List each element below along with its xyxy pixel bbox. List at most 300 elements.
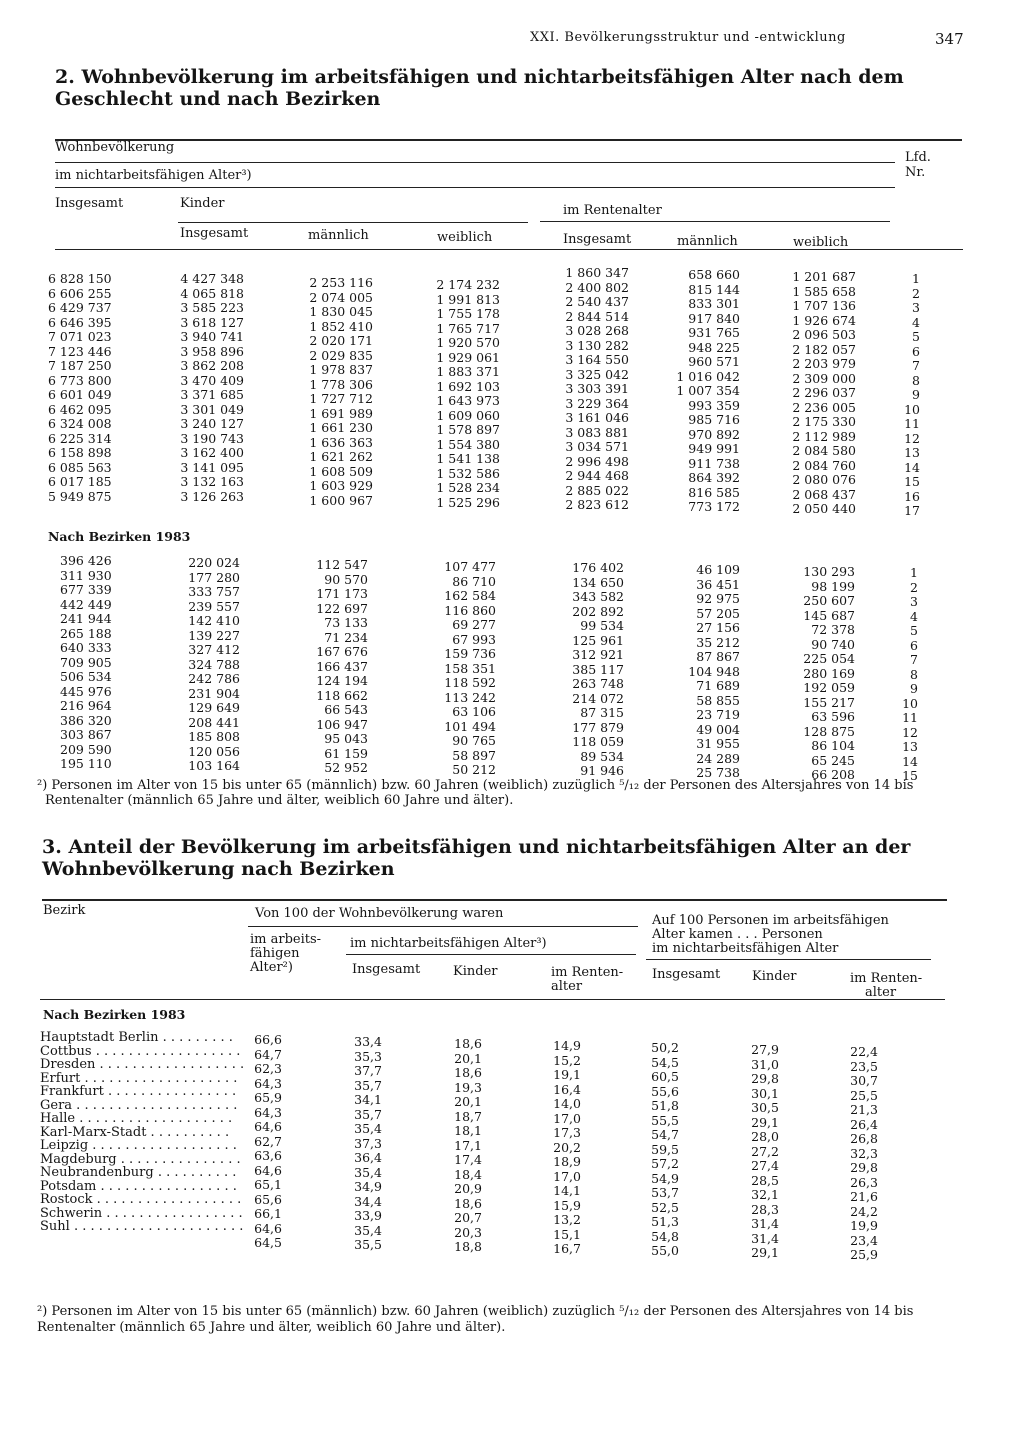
t3-auf-rente-cell: 21,3: [850, 1102, 878, 1117]
t2-rente-insgesamt-cell: 2 844 514: [565, 308, 629, 324]
t2b-rente-maennlich-cell: 71 689: [696, 678, 740, 693]
t2-lfd-cell: 14: [904, 459, 920, 475]
t2b-kinder-maennlich-cell: 124 194: [316, 673, 368, 688]
t3-auf-rente-cell: 29,8: [850, 1160, 878, 1175]
t2-rente-maennlich-cell: 985 716: [688, 412, 740, 427]
t2-insgesamt-cell: 6 429 737: [48, 300, 112, 315]
col-t2b-rente-insgesamt: [556, 561, 624, 779]
t3-district-cell: Dresden . . . . . . . . . . . . . . . . . .: [40, 1057, 245, 1072]
table2-head-nr: Nr.: [905, 165, 926, 180]
t3-auf-rente-cell: 30,7: [850, 1073, 878, 1088]
t3-nicht-rente-cell: 14,1: [553, 1183, 581, 1198]
table3-rule: [646, 959, 931, 960]
table2-title: 2. Wohnbevölkerung im arbeitsfähigen und nichtarbeitsfähigen Alter nach dem Geschlecht und nach Bezirken: [55, 66, 904, 110]
t2b-kinder-insgesamt-cell: 129 649: [188, 700, 240, 715]
t3-nicht-kinder-cell: 18,8: [454, 1239, 482, 1254]
t3-auf-insgesamt-cell: 52,5: [651, 1199, 679, 1215]
table3-head-auf100-1: Auf 100 Personen im arbeitsfähigen: [652, 913, 889, 928]
t2b-kinder-maennlich-cell: 122 697: [316, 600, 368, 616]
t2-kinder-insgesamt-cell: 4 065 818: [180, 285, 244, 301]
t2b-kinder-weiblich-cell: 63 106: [452, 704, 496, 719]
t3-auf-kinder-cell: 29,1: [751, 1114, 779, 1130]
t3-auf-rente-cell: 21,6: [850, 1189, 878, 1204]
t2-rente-maennlich-cell: 864 392: [688, 470, 740, 485]
t2-kinder-maennlich-cell: 1 830 045: [309, 304, 373, 319]
t3-auf-insgesamt-cell: 54,7: [651, 1127, 679, 1142]
t2-rente-weiblich-cell: 2 084 580: [792, 443, 856, 458]
t2b-lfd-cell: 14: [902, 753, 918, 769]
t2b-rente-insgesamt-cell: 343 582: [572, 589, 624, 604]
t2b-kinder-weiblich-cell: 116 860: [444, 602, 496, 618]
t2b-kinder-insgesamt-cell: 139 227: [188, 627, 240, 643]
t2-rente-weiblich-cell: 2 080 076: [792, 472, 856, 487]
t3-nicht-kinder-cell: 20,9: [454, 1181, 482, 1196]
t2b-rente-weiblich-cell: 66 208: [811, 767, 855, 782]
t2-kinder-insgesamt-cell: 3 126 263: [180, 488, 244, 504]
t2b-kinder-weiblich-cell: 113 242: [444, 689, 496, 705]
t2-rente-weiblich-cell: 2 112 989: [792, 428, 856, 444]
t2b-insgesamt-cell: 709 905: [60, 654, 112, 670]
t2-insgesamt-cell: 6 158 898: [48, 445, 112, 460]
t3-auf-insgesamt-cell: 57,2: [651, 1156, 679, 1171]
col-t2b-kinder-weiblich: [430, 560, 496, 778]
t2-kinder-insgesamt-cell: 3 132 163: [180, 474, 244, 489]
col-t3-district: [40, 1031, 244, 1234]
t3-auf-insgesamt-cell: 51,8: [651, 1098, 679, 1113]
t3-arbeitsf-cell: 64,5: [254, 1235, 282, 1250]
t3-nicht-kinder-cell: 17,4: [454, 1152, 482, 1167]
t2b-lfd-cell: 8: [910, 666, 918, 682]
table3-head-arbeitsf-1: im arbeits-: [250, 932, 322, 947]
table3-footnote-line1: ²) Personen im Alter von 15 bis unter 65 (männlich) bzw. 60 Jahren (weiblich) zuzüglich ⁵/₁₂ der Personen des Altersjahres von 14 bis: [37, 1304, 914, 1319]
t3-auf-rente-cell: 32,3: [850, 1145, 878, 1161]
table2-head-kinder-weiblich: weiblich: [437, 230, 493, 245]
table2-head-kinder: Kinder: [180, 196, 225, 211]
col-t2-kinder-insgesamt: [170, 272, 244, 504]
t2b-rente-maennlich-cell: 31 955: [696, 736, 740, 751]
t3-auf-insgesamt-cell: 51,3: [651, 1214, 679, 1229]
t2b-kinder-maennlich-cell: 95 043: [324, 731, 368, 746]
t3-auf-insgesamt-cell: 55,5: [651, 1112, 679, 1128]
t2b-rente-maennlich-cell: 46 109: [696, 562, 740, 577]
t3-nicht-rente-cell: 18,9: [553, 1154, 581, 1169]
col-t2b-kinder-maennlich: [300, 558, 368, 776]
t2b-rente-insgesamt-cell: 176 402: [572, 560, 624, 575]
col-t3-nicht-rente: [543, 1039, 581, 1257]
t2-rente-maennlich-cell: 949 991: [688, 441, 740, 456]
t3-district-cell: Rostock . . . . . . . . . . . . . . . . . .: [40, 1192, 242, 1207]
t2-rente-insgesamt-cell: 3 130 282: [565, 337, 629, 353]
t2-rente-insgesamt-cell: 2 540 437: [565, 294, 629, 309]
t2-kinder-insgesamt-cell: 3 162 400: [180, 445, 244, 460]
t2b-insgesamt-cell: 442 449: [60, 596, 112, 612]
t2-lfd-cell: 13: [904, 445, 920, 460]
t3-district-cell: Neubrandenburg . . . . . . . . . .: [40, 1165, 237, 1180]
t3-nicht-kinder-cell: 20,3: [454, 1224, 482, 1240]
t3-auf-kinder-cell: 28,0: [751, 1129, 779, 1144]
t2b-kinder-weiblich-cell: 101 494: [444, 718, 496, 734]
t3-nicht-rente-cell: 15,2: [553, 1052, 581, 1068]
t2b-rente-maennlich-cell: 87 867: [696, 649, 740, 664]
t2b-rente-insgesamt-cell: 99 534: [580, 618, 624, 633]
col-t2-insgesamt: [48, 272, 112, 504]
t3-auf-kinder-cell: 27,4: [751, 1158, 779, 1173]
table3-head-auf100-2: Alter kamen . . . Personen: [652, 927, 823, 942]
t2-rente-weiblich-cell: 2 175 330: [792, 414, 856, 429]
t2-kinder-weiblich-cell: 1 920 570: [436, 335, 500, 350]
col-t2b-lfd: [880, 566, 918, 784]
col-t2-rente-maennlich: [664, 268, 740, 515]
t2-rente-weiblich-cell: 2 084 760: [792, 457, 856, 473]
t2-rente-insgesamt-cell: 3 164 550: [565, 352, 629, 367]
t2b-rente-maennlich-cell: 27 156: [696, 620, 740, 635]
t2b-lfd-cell: 1: [910, 565, 918, 580]
t2b-rente-insgesamt-cell: 125 961: [572, 632, 624, 648]
col-t2b-rente-maennlich: [668, 563, 740, 781]
t2b-rente-weiblich-cell: 130 293: [803, 564, 855, 579]
t3-nicht-kinder-cell: 18,7: [454, 1108, 482, 1124]
t2-insgesamt-cell: 6 773 800: [48, 372, 112, 388]
t3-auf-kinder-cell: 32,1: [751, 1187, 779, 1202]
col-t3-arbeitsf: [246, 1033, 282, 1251]
t3-auf-rente-cell: 26,8: [850, 1131, 878, 1146]
t2-rente-insgesamt-cell: 2 400 802: [565, 279, 629, 295]
t3-nicht-insgesamt-cell: 34,1: [354, 1092, 382, 1107]
col-t2-rente-insgesamt: [556, 266, 629, 513]
t2b-rente-insgesamt-cell: 177 879: [572, 719, 624, 735]
t2-lfd-cell: 5: [912, 329, 920, 344]
t2-rente-insgesamt-cell: 3 028 268: [565, 323, 629, 338]
table2-head-rente-maennlich: männlich: [677, 234, 738, 249]
t2b-kinder-maennlich-cell: 106 947: [316, 716, 368, 732]
t2b-kinder-weiblich-cell: 86 710: [452, 573, 496, 589]
t2b-kinder-insgesamt-cell: 239 557: [188, 598, 240, 614]
t2-kinder-insgesamt-cell: 3 470 409: [180, 372, 244, 388]
t3-arbeitsf-cell: 65,6: [254, 1191, 282, 1207]
col-t3-nicht-insgesamt: [345, 1035, 382, 1253]
t3-auf-rente-cell: 23,4: [850, 1232, 878, 1248]
t2-insgesamt-cell: 6 828 150: [48, 271, 112, 286]
t2-kinder-maennlich-cell: 2 029 835: [309, 347, 373, 363]
t2-rente-maennlich-cell: 833 301: [688, 296, 740, 311]
t3-district-cell: Karl-Marx-Stadt . . . . . . . . . .: [40, 1124, 230, 1140]
t2b-insgesamt-cell: 209 590: [60, 741, 112, 757]
t2b-lfd-cell: 12: [902, 724, 918, 740]
t2-rente-maennlich-cell: 658 660: [688, 267, 740, 282]
t2-rente-weiblich-cell: 2 096 503: [792, 327, 856, 342]
t3-nicht-rente-cell: 15,9: [553, 1197, 581, 1213]
t2-insgesamt-cell: 7 187 250: [48, 358, 112, 373]
t2b-lfd-cell: 11: [902, 710, 918, 725]
t2b-lfd-cell: 7: [910, 652, 918, 667]
t2-insgesamt-cell: 6 462 095: [48, 401, 112, 417]
table2-head-kinder-insgesamt: Insgesamt: [180, 226, 249, 241]
t3-auf-insgesamt-cell: 54,9: [651, 1170, 679, 1186]
t3-auf-rente-cell: 19,9: [850, 1218, 878, 1233]
t2-rente-insgesamt-cell: 3 229 364: [565, 395, 629, 411]
t2-lfd-cell: 7: [912, 358, 920, 373]
t3-auf-insgesamt-cell: 55,6: [651, 1083, 679, 1099]
t2b-kinder-maennlich-cell: 52 952: [324, 760, 368, 775]
t2-rente-weiblich-cell: 1 201 687: [792, 269, 856, 284]
t2b-kinder-maennlich-cell: 66 543: [324, 702, 368, 717]
table3-head-bezirk: Bezirk: [43, 903, 86, 918]
col-t3-auf-kinder: [740, 1043, 779, 1261]
table3-head-von100: Von 100 der Wohnbevölkerung waren: [255, 906, 504, 921]
t3-nicht-insgesamt-cell: 37,7: [354, 1063, 382, 1078]
t3-auf-insgesamt-cell: 50,2: [651, 1040, 679, 1055]
t3-auf-kinder-cell: 28,3: [751, 1201, 779, 1217]
t2b-kinder-maennlich-cell: 71 234: [324, 629, 368, 645]
table3-head-r-kinder: Kinder: [752, 969, 797, 984]
t2b-kinder-insgesamt-cell: 185 808: [188, 729, 240, 744]
t2-rente-insgesamt-cell: 3 161 046: [565, 410, 629, 425]
t3-auf-kinder-cell: 29,8: [751, 1071, 779, 1086]
t2-rente-maennlich-cell: 773 172: [688, 499, 740, 514]
t2b-kinder-weiblich-cell: 158 351: [444, 660, 496, 676]
t2b-lfd-cell: 15: [902, 768, 918, 783]
col-t2b-insgesamt: [60, 554, 112, 772]
t2-rente-weiblich-cell: 1 926 674: [792, 312, 856, 328]
t2b-rente-weiblich-cell: 225 054: [803, 651, 855, 666]
table3-top-rule: [42, 899, 947, 901]
t2-kinder-maennlich-cell: 1 621 262: [309, 449, 373, 464]
t3-auf-rente-cell: 26,4: [850, 1116, 878, 1132]
t3-auf-insgesamt-cell: 55,0: [651, 1243, 679, 1258]
t2b-rente-weiblich-cell: 192 059: [803, 680, 855, 695]
t2b-insgesamt-cell: 216 964: [60, 698, 112, 713]
t2-kinder-maennlich-cell: 1 661 230: [309, 420, 373, 435]
t3-nicht-insgesamt-cell: 35,3: [354, 1048, 382, 1064]
page-number: 347: [935, 30, 964, 48]
col-t2-kinder-weiblich: [430, 278, 500, 510]
t3-arbeitsf-cell: 64,6: [254, 1220, 282, 1236]
table3-head-bottom-rule: [40, 999, 945, 1000]
t3-nicht-rente-cell: 20,2: [553, 1139, 581, 1155]
t2-kinder-weiblich-cell: 1 991 813: [436, 291, 500, 307]
t2b-rente-maennlich-cell: 24 289: [696, 750, 740, 766]
t2-kinder-insgesamt-cell: 3 141 095: [180, 459, 244, 475]
t2-insgesamt-cell: 6 225 314: [48, 430, 112, 446]
t2b-kinder-maennlich-cell: 171 173: [316, 586, 368, 601]
t2b-kinder-insgesamt-cell: 324 788: [188, 656, 240, 672]
t2b-rente-weiblich-cell: 90 740: [811, 636, 855, 652]
t2-lfd-cell: 8: [912, 372, 920, 388]
t2-kinder-insgesamt-cell: 3 240 127: [180, 416, 244, 431]
t3-district-cell: Potsdam . . . . . . . . . . . . . . . . .: [40, 1178, 237, 1194]
t2-rente-maennlich-cell: 911 738: [688, 455, 740, 471]
t2-insgesamt-cell: 6 601 049: [48, 387, 112, 402]
table3-head-insgesamt: Insgesamt: [352, 962, 421, 977]
t2-rente-insgesamt-cell: 2 885 022: [565, 482, 629, 498]
t2b-rente-maennlich-cell: 58 855: [696, 692, 740, 708]
t2b-rente-insgesamt-cell: 87 315: [580, 705, 624, 720]
t2-rente-weiblich-cell: 2 203 979: [792, 356, 856, 371]
t3-nicht-kinder-cell: 20,7: [454, 1210, 482, 1225]
table2-head-nichtarbeitsf: im nichtarbeitsfähigen Alter³): [55, 168, 252, 183]
t2-kinder-weiblich-cell: 1 692 103: [436, 378, 500, 394]
t2-kinder-weiblich-cell: 1 541 138: [436, 451, 500, 466]
t2b-rente-weiblich-cell: 65 245: [811, 752, 855, 768]
t3-arbeitsf-cell: 64,6: [254, 1162, 282, 1178]
t2b-kinder-weiblich-cell: 118 592: [444, 675, 496, 690]
t2-rente-maennlich-cell: 948 225: [688, 339, 740, 355]
t2b-lfd-cell: 3: [910, 594, 918, 609]
table2-head-bottom-rule: [55, 249, 963, 250]
t2-kinder-maennlich-cell: 2 253 116: [309, 275, 373, 290]
t3-nicht-insgesamt-cell: 35,5: [354, 1237, 382, 1252]
t3-arbeitsf-cell: 63,6: [254, 1148, 282, 1163]
t2-kinder-maennlich-cell: 1 636 363: [309, 434, 373, 450]
t3-nicht-rente-cell: 16,4: [553, 1081, 581, 1097]
table2-head-lfd: Lfd.: [905, 150, 931, 165]
t2-rente-weiblich-cell: 2 050 440: [792, 501, 856, 516]
t3-nicht-insgesamt-cell: 37,3: [354, 1135, 382, 1151]
t2-kinder-insgesamt-cell: 3 190 743: [180, 430, 244, 446]
t2-kinder-insgesamt-cell: 3 301 049: [180, 401, 244, 417]
col-t2-rente-weiblich: [783, 270, 856, 517]
t2-kinder-weiblich-cell: 1 929 061: [436, 349, 500, 365]
t2-rente-maennlich-cell: 970 892: [688, 426, 740, 442]
t3-nicht-rente-cell: 16,7: [553, 1241, 581, 1256]
t3-nicht-insgesamt-cell: 34,4: [354, 1193, 382, 1209]
t2b-insgesamt-cell: 506 534: [60, 669, 112, 684]
t2-insgesamt-cell: 6 085 563: [48, 459, 112, 475]
table3-head-auf100-3: im nichtarbeitsfähigen Alter: [652, 941, 839, 956]
t3-arbeitsf-cell: 65,1: [254, 1177, 282, 1192]
t2-lfd-cell: 12: [904, 430, 920, 446]
t3-nicht-kinder-cell: 20,1: [454, 1094, 482, 1109]
t3-nicht-kinder-cell: 18,4: [454, 1166, 482, 1182]
t2-insgesamt-cell: 6 017 185: [48, 474, 112, 489]
t2b-kinder-insgesamt-cell: 103 164: [188, 758, 240, 773]
t3-nicht-kinder-cell: 19,3: [454, 1079, 482, 1095]
t2-kinder-weiblich-cell: 1 528 234: [436, 480, 500, 495]
table2-rule: [540, 221, 890, 222]
t2b-rente-weiblich-cell: 86 104: [811, 738, 855, 753]
table2-head-wohnbevoelkerung: Wohnbevölkerung: [55, 140, 175, 155]
t3-auf-kinder-cell: 27,9: [751, 1042, 779, 1057]
t2b-rente-insgesamt-cell: 312 921: [572, 647, 624, 662]
t2b-lfd-cell: 5: [910, 623, 918, 638]
t2-rente-maennlich-cell: 960 571: [688, 354, 740, 369]
t3-nicht-insgesamt-cell: 34,9: [354, 1179, 382, 1194]
t2b-kinder-insgesamt-cell: 242 786: [188, 671, 240, 686]
t2-kinder-maennlich-cell: 1 608 509: [309, 463, 373, 479]
t2-rente-maennlich-cell: 993 359: [688, 397, 740, 413]
table3-head-arbeitsf-3: Alter²): [250, 960, 293, 975]
table2-footnote-line2: Rentenalter (männlich 65 Jahre und älter, weiblich 60 Jahre und älter).: [45, 793, 514, 808]
t3-nicht-rente-cell: 17,0: [553, 1110, 581, 1126]
t2b-lfd-cell: 6: [910, 637, 918, 653]
t3-nicht-insgesamt-cell: 33,4: [354, 1034, 382, 1049]
t3-auf-rente-cell: 24,2: [850, 1203, 878, 1219]
t2-rente-weiblich-cell: 1 585 658: [792, 283, 856, 299]
t2-kinder-insgesamt-cell: 3 585 223: [180, 300, 244, 315]
t2b-insgesamt-cell: 677 339: [60, 582, 112, 597]
t2b-kinder-insgesamt-cell: 231 904: [188, 685, 240, 701]
t2-rente-maennlich-cell: 815 144: [688, 281, 740, 297]
t2-rente-insgesamt-cell: 3 303 391: [565, 381, 629, 396]
t2b-rente-insgesamt-cell: 202 892: [572, 603, 624, 619]
t3-district-cell: Hauptstadt Berlin . . . . . . . . .: [40, 1030, 233, 1045]
t3-nicht-kinder-cell: 18,1: [454, 1123, 482, 1138]
t2b-insgesamt-cell: 241 944: [60, 611, 112, 626]
t2-insgesamt-cell: 7 123 446: [48, 343, 112, 359]
t3-district-cell: Suhl . . . . . . . . . . . . . . . . . . . . .: [40, 1219, 244, 1234]
t2-rente-weiblich-cell: 2 296 037: [792, 385, 856, 400]
t2-kinder-weiblich-cell: 1 609 060: [436, 407, 500, 423]
t2-lfd-cell: 16: [904, 488, 920, 504]
t2b-rente-maennlich-cell: 49 004: [696, 721, 740, 737]
t2-rente-weiblich-cell: 2 309 000: [792, 370, 856, 386]
t2b-kinder-weiblich-cell: 90 765: [452, 733, 496, 748]
t2-kinder-weiblich-cell: 1 755 178: [436, 306, 500, 321]
t2-rente-insgesamt-cell: 3 325 042: [565, 366, 629, 382]
t3-nicht-kinder-cell: 20,1: [454, 1050, 482, 1066]
col-t2-lfd: [880, 272, 920, 519]
t2b-kinder-maennlich-cell: 166 437: [316, 658, 368, 674]
t3-nicht-rente-cell: 15,1: [553, 1226, 581, 1242]
t3-nicht-insgesamt-cell: 35,7: [354, 1106, 382, 1122]
t2-rente-weiblich-cell: 1 707 136: [792, 298, 856, 313]
t2-rente-maennlich-cell: 1 007 354: [676, 383, 740, 398]
t3-nicht-kinder-cell: 17,1: [454, 1137, 482, 1153]
table2-rule: [55, 162, 895, 163]
t3-auf-kinder-cell: 31,0: [751, 1056, 779, 1072]
t2-rente-insgesamt-cell: 3 083 881: [565, 424, 629, 440]
t2b-rente-maennlich-cell: 104 948: [688, 663, 740, 679]
t3-nicht-insgesamt-cell: 35,4: [354, 1121, 382, 1136]
t3-auf-kinder-cell: 29,1: [751, 1245, 779, 1260]
table2-head-insgesamt: Insgesamt: [55, 196, 124, 211]
t2-kinder-weiblich-cell: 1 554 380: [436, 436, 500, 452]
t3-auf-insgesamt-cell: 54,8: [651, 1228, 679, 1244]
running-head: XXI. Bevölkerungsstruktur und -entwicklung: [530, 30, 846, 45]
t3-arbeitsf-cell: 64,6: [254, 1119, 282, 1134]
t2-kinder-maennlich-cell: 2 020 171: [309, 333, 373, 348]
table3-head-r-rente-1: im Renten-: [850, 971, 923, 986]
t2b-rente-insgesamt-cell: 385 117: [572, 661, 624, 677]
t3-arbeitsf-cell: 62,7: [254, 1133, 282, 1149]
table2-head-rente-weiblich: weiblich: [793, 235, 849, 250]
t3-auf-kinder-cell: 31,4: [751, 1216, 779, 1231]
t2-lfd-cell: 2: [912, 285, 920, 301]
t2b-rente-weiblich-cell: 250 607: [803, 593, 855, 608]
t2-kinder-weiblich-cell: 1 525 296: [436, 494, 500, 510]
t2b-kinder-weiblich-cell: 69 277: [452, 617, 496, 632]
t2b-rente-insgesamt-cell: 263 748: [572, 676, 624, 691]
t3-district-cell: Erfurt . . . . . . . . . . . . . . . . . . .: [40, 1070, 238, 1086]
t2-lfd-cell: 4: [912, 314, 920, 330]
t2b-rente-insgesamt-cell: 91 946: [580, 763, 624, 778]
table3-head-r-rente-2: alter: [865, 985, 897, 1000]
t2b-lfd-cell: 13: [902, 739, 918, 754]
t2b-rente-weiblich-cell: 72 378: [811, 622, 855, 637]
t2-rente-insgesamt-cell: 2 944 468: [565, 468, 629, 483]
t2b-rente-weiblich-cell: 280 169: [803, 665, 855, 681]
t2-kinder-weiblich-cell: 1 532 586: [436, 465, 500, 481]
t2-lfd-cell: 17: [904, 503, 920, 518]
table2-head-kinder-maennlich: männlich: [308, 228, 369, 243]
table2-head-rentenalter: im Rentenalter: [563, 203, 662, 218]
t2b-rente-maennlich-cell: 92 975: [696, 591, 740, 606]
t3-nicht-insgesamt-cell: 33,9: [354, 1208, 382, 1223]
t2b-kinder-weiblich-cell: 50 212: [452, 762, 496, 777]
t2b-rente-weiblich-cell: 128 875: [803, 723, 855, 739]
t3-auf-rente-cell: 25,9: [850, 1247, 878, 1262]
t3-auf-kinder-cell: 28,5: [751, 1172, 779, 1188]
